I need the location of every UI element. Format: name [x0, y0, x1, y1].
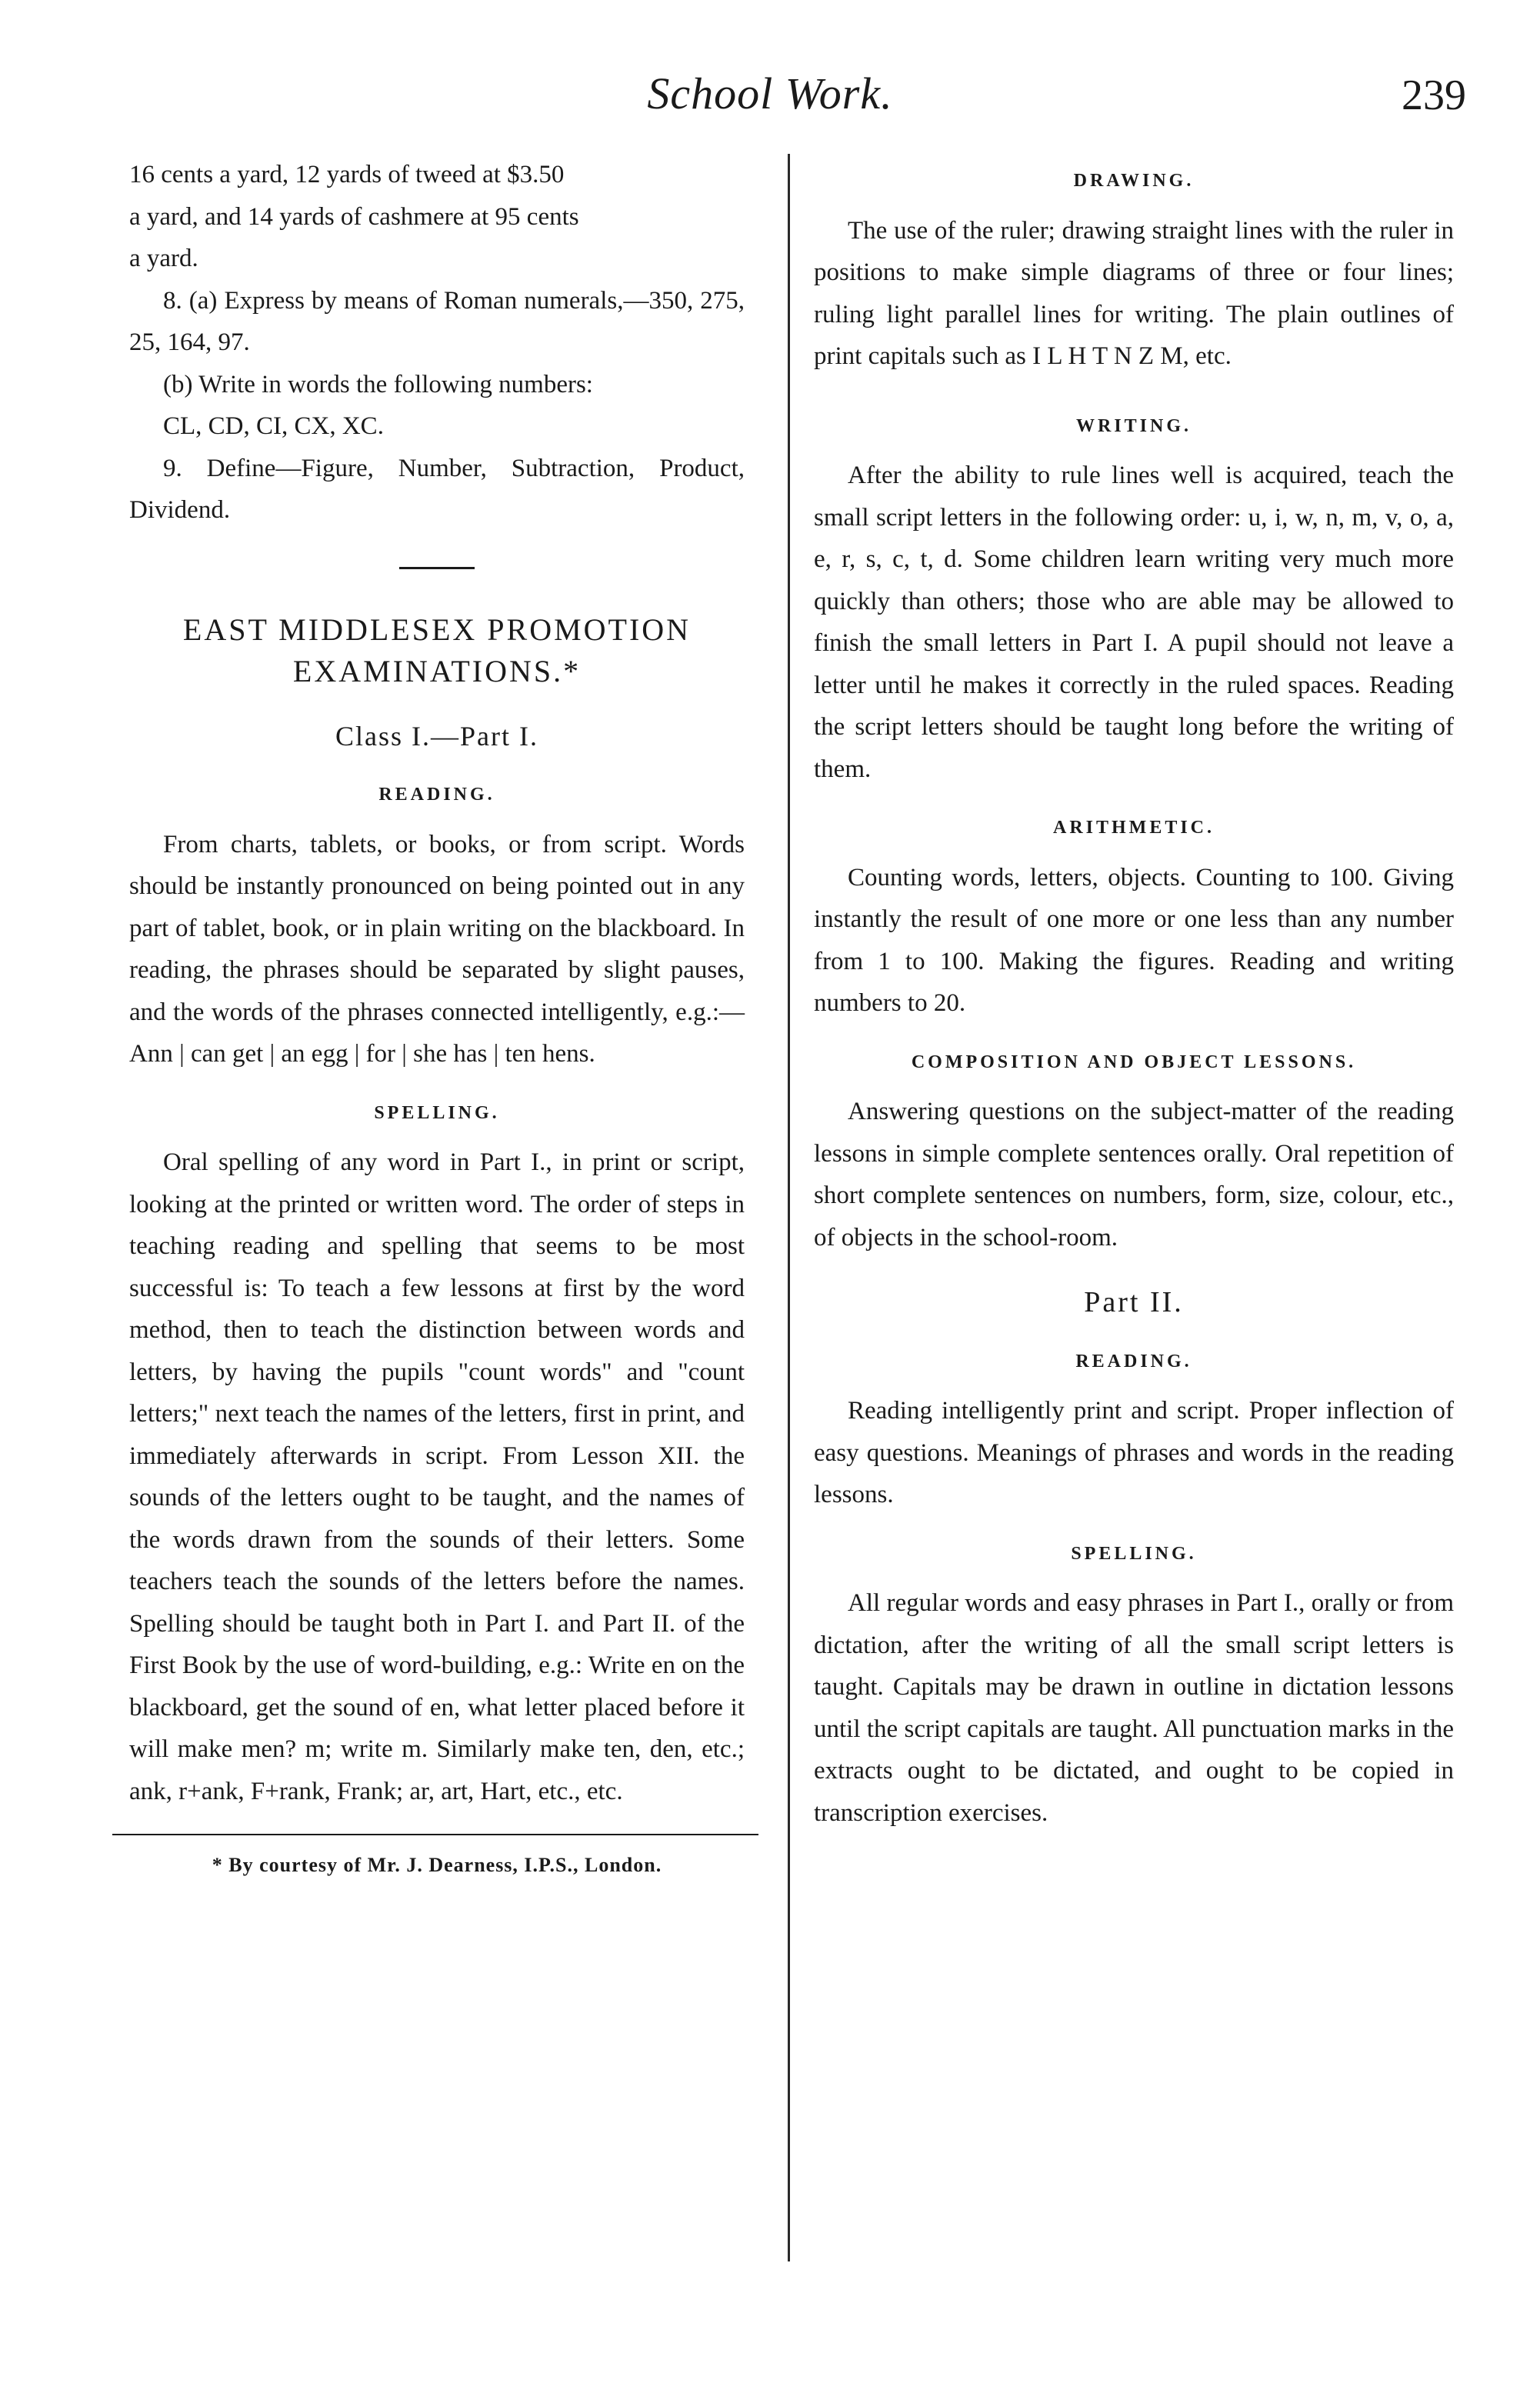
exam-heading: EAST MIDDLESEX PROMOTION: [182, 612, 692, 647]
spelling-paragraph: Oral spelling of any word in Part I., in print or script, looking at the printed or written word. The order of steps in teaching reading and spelling that seems to be most successful is: To teach a few lessons at first by the word method, then to teach the distinction between words and letters, by having the pupils "count words" and "count letters;" next teach the names of the letters, first in print, and immediately afterwards in script. From Lesson XII. the sounds of the letters ought to be taught, and the names of the words drawn from the sounds of their letters. Some teachers teach the sounds of the letters before the names. Spelling should be taught both in Part I. and Part II. of the First Book by the use of word-building, e.g.: Write en on the blackboard, get the sound of en, what letter placed before it will make men? m; write m. Similarly make ten, den, etc.; ank, r+ank, F+rank, Frank; ar, art, Hart, etc., etc.: [129, 1148, 745, 1805]
page-number: 239: [1402, 72, 1466, 119]
footnote-rule: [112, 1834, 758, 1835]
text-line: a yard, and 14 yards of cashmere at 95 cents: [129, 202, 579, 231]
reading-paragraph: From charts, tablets, or books, or from script. Words should be instantly pronounced on being pointed out in any part of tablet, book, or in plain writing on the blackboard. In reading, the phrases should be separated by slight pauses, and the words of the phrases connected intelligently, e.g.:—Ann | can get | an egg | for | she has | ten hens.: [129, 830, 745, 1068]
composition-heading: COMPOSITION AND OBJECT LESSONS.: [911, 1052, 1357, 1072]
writing-paragraph: After the ability to rule lines well is acquired, teach the small script letters in the following order: u, i, w, n, m, v, o, a, e, r, s, c, t, d. Some children learn writing very much more quickly than others; those who are able may be allowed to finish the small letters in Part I. A pupil should not leave a letter until he makes it correctly in the ruled spaces. Reading the script letters should be taught long before the writing of them.: [814, 462, 1454, 783]
drawing-heading: DRAWING.: [1073, 171, 1195, 191]
spelling-2-heading: SPELLING.: [1071, 1543, 1197, 1564]
composition-paragraph: Answering questions on the subject-matter of the reading lessons in simple complete sentences orally. Oral repetition of short complete sentences on numbers, form, size, colour, etc., of objects in the school-room.: [814, 1098, 1454, 1251]
arithmetic-paragraph: Counting words, letters, objects. Counting to 100. Giving instantly the result of one more or one less than any number from 1 to 100. Making the figures. Reading and writing numbers to 20.: [814, 863, 1454, 1017]
reading-heading: READING.: [378, 785, 495, 805]
drawing-paragraph: The use of the ruler; drawing straight lines with the ruler in positions to make simple diagrams of three or four lines; ruling light parallel lines for writing. The plain outlines of print capitals such as I L H T N Z M, etc.: [814, 216, 1454, 370]
reading-2-heading: READING.: [1075, 1351, 1192, 1371]
right-column: [814, 154, 1454, 1834]
column-divider: [788, 154, 790, 2261]
section-divider: [399, 567, 475, 569]
spelling-heading: SPELLING.: [374, 1102, 500, 1123]
footnote: * By courtesy of Mr. J. Dearness, I.P.S., London.: [212, 1854, 662, 1876]
reading-2-paragraph: Reading intelligently print and script. Proper inflection of easy questions. Meanings of phrases and words in the reading lessons.: [814, 1397, 1454, 1508]
text-line: 16 cents a yard, 12 yards of tweed at $3.50: [129, 161, 565, 188]
class-heading: Class I.—Part I.: [335, 720, 538, 752]
question-8b-numbers: CL, CD, CI, CX, XC.: [163, 412, 384, 440]
writing-heading: WRITING.: [1075, 415, 1192, 436]
text-line: a yard.: [129, 245, 198, 272]
left-column: [129, 154, 745, 1887]
question-8a: 8. (a) Express by means of Roman numerals,—350, 275, 25, 164, 97.: [129, 286, 745, 356]
spelling-2-paragraph: All regular words and easy phrases in Part I., orally or from dictation, after the writing of all the small script letters is taught. Capitals may be drawn in outline in dictation lessons until the script capitals are taught. All punctuation marks in the extracts ought to be dictated, and ought to be copied in transcription exercises.: [814, 1589, 1454, 1827]
question-8b: (b) Write in words the following numbers:: [163, 370, 593, 398]
exam-heading-2: EXAMINATIONS.*: [292, 653, 582, 688]
part-2-heading: Part II.: [1084, 1286, 1184, 1318]
question-9: 9. Define—Figure, Number, Subtraction, Product, Dividend.: [129, 454, 745, 524]
arithmetic-heading: ARITHMETIC.: [1052, 818, 1215, 838]
running-title: School Work.: [647, 68, 893, 118]
